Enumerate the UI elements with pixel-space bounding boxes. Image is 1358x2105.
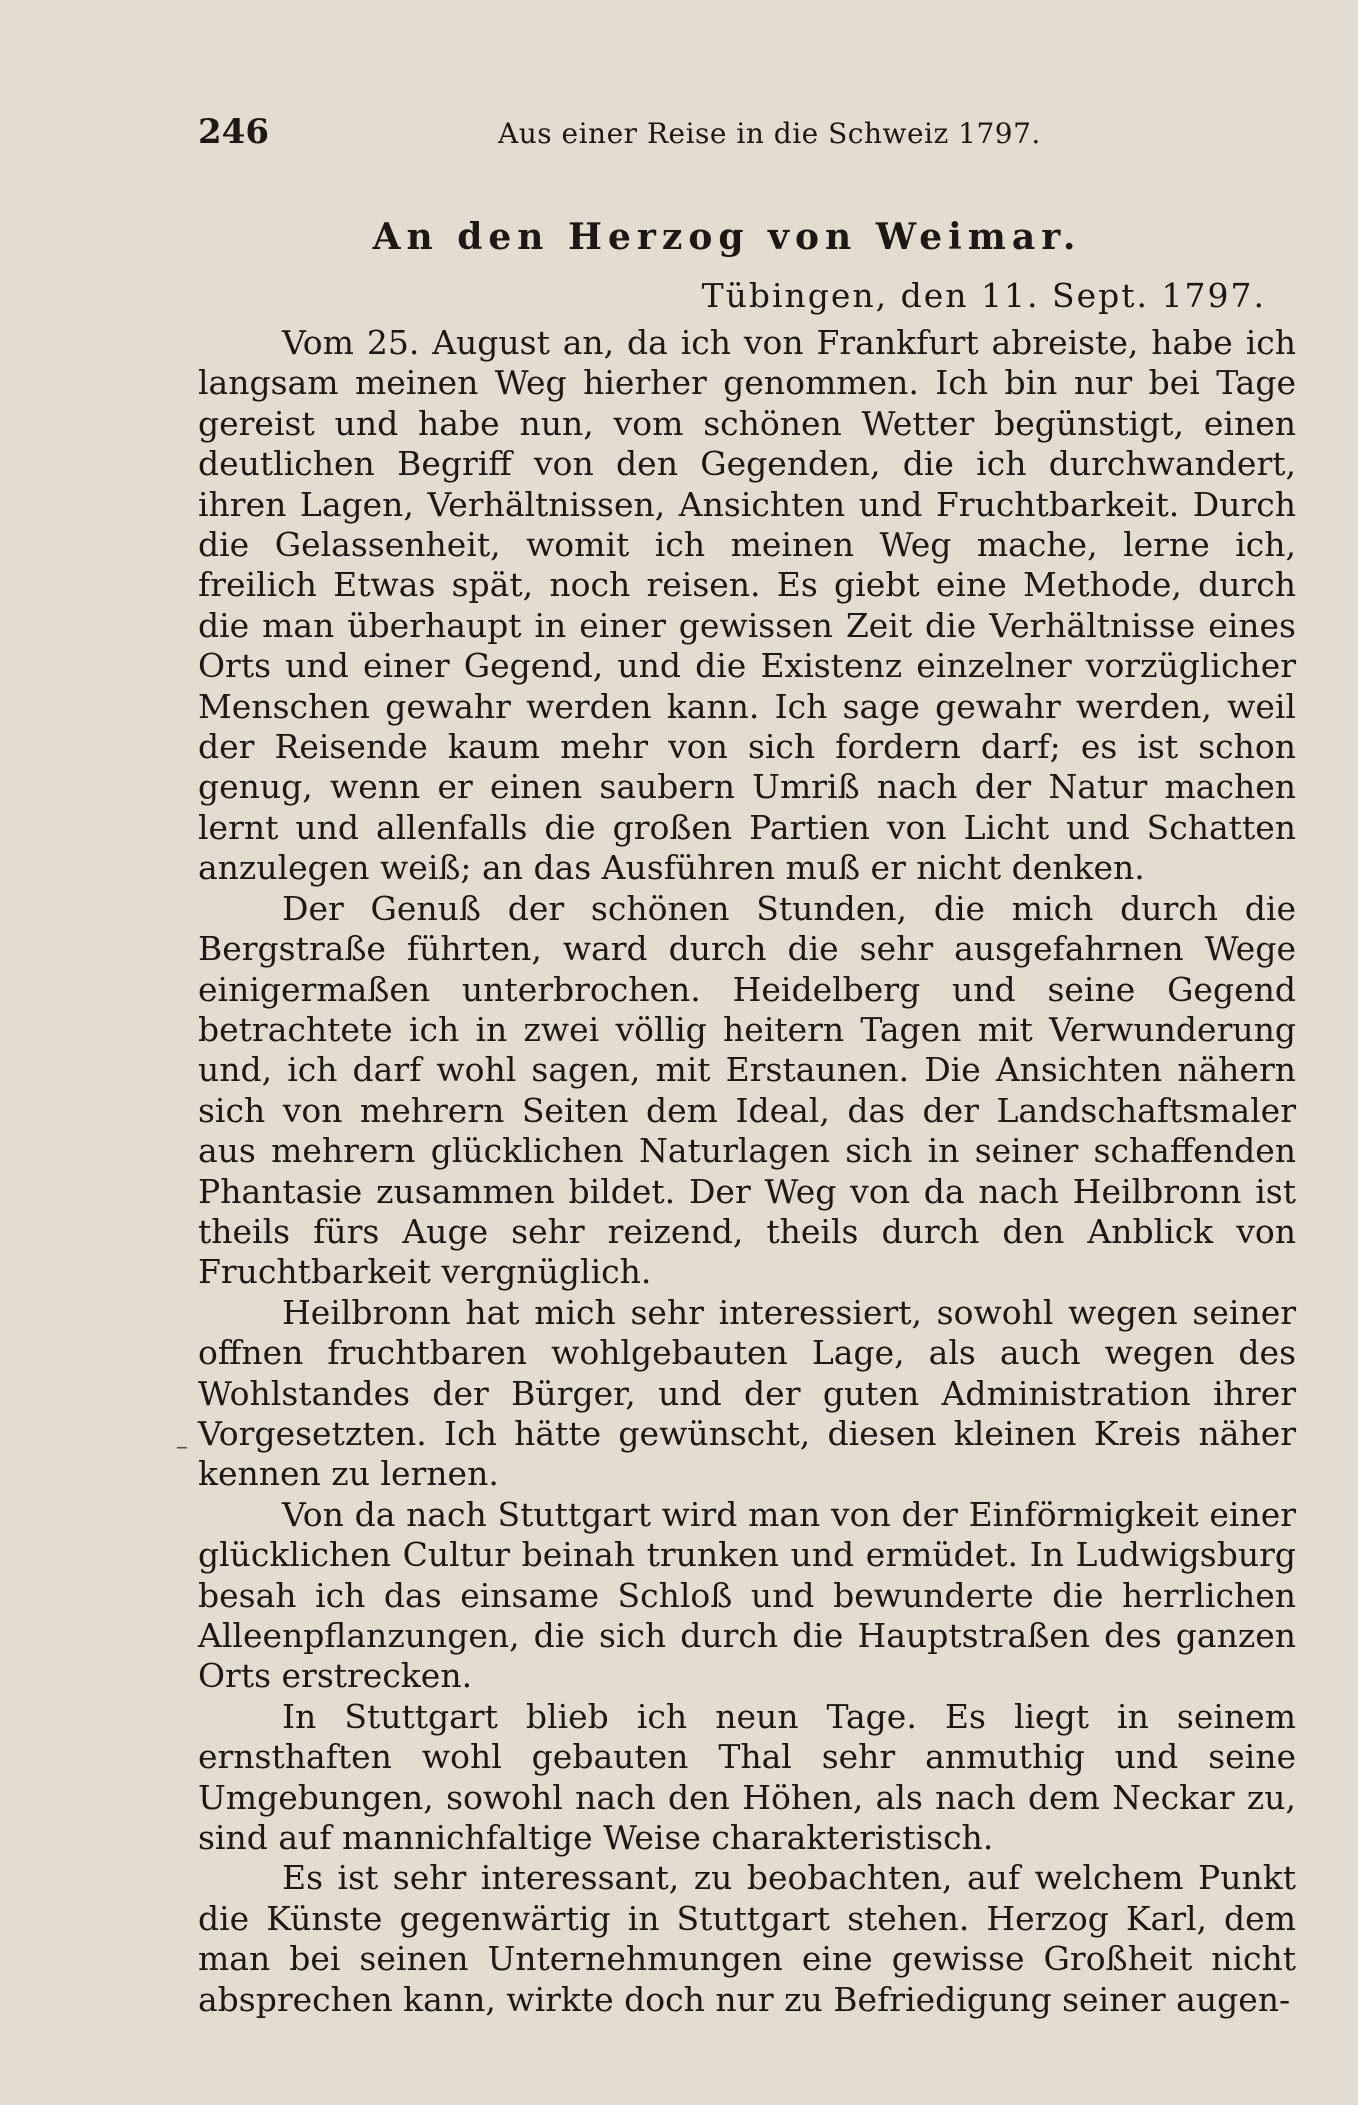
paragraph: Es ist sehr interessant, zu beobachten, auf welchem Punkt die Künste gegenwärtig in Stuttgart stehen. Herzog Karl, dem man bei seinen Unternehmungen eine gewisse Großheit nicht absprechen kann, wirkte doch nur zu Befriedigung seiner augen- (198, 1858, 1296, 2019)
paragraph: In Stuttgart blieb ich neun Tage. Es liegt in seinem ernsthaften wohl gebauten Thal sehr anmuthig und seine Umgebungen, sowohl nach den Höhen, als nach dem Neckar zu, sind auf mannichfaltige Weise charakteristisch. (198, 1696, 1296, 1858)
paragraph: Vom 25. August an, da ich von Frankfurt abreiste, habe ich langsam meinen Weg hierher genommen. Ich bin nur bei Tage gereist und habe nun, vom schönen Wetter begünstigt, einen deutlichen Begriff von den Gegenden, die ich durchwandert, ihren Lagen, Verhältnissen, Ansichten und Fruchtbarkeit. Durch die Gelassenheit, womit ich meinen Weg mache, lerne ich, freilich Etwas spät, noch reisen. Es giebt eine Methode, durch die man überhaupt in einer gewissen Zeit die Verhältnisse eines Orts und einer Gegend, und die Existenz einzelner vorzüglicher Menschen gewahr werden kann. Ich sage gewahr werden, weil der Reisende kaum mehr von sich fordern darf; es ist schon genug, wenn er einen saubern Umriß nach der Natur machen lernt und allenfalls die großen Partien von Licht und Schatten anzulegen weiß; an das Ausführen muß er nicht denken. (198, 323, 1296, 888)
running-title: Aus einer Reise in die Schweiz 1797. (498, 117, 1041, 150)
margin-mark: – (176, 1432, 188, 1460)
body-text (198, 323, 1296, 2020)
paragraph: Heilbronn hat mich sehr interessiert, sowohl wegen seiner offnen fruchtbaren wohlgebauten Lage, als auch wegen des Wohlstandes der Bürger, und der guten Administration ihrer Vorgesetzten. Ich hätte gewünscht, diesen kleinen Kreis näher kennen zu lernen. (198, 1292, 1296, 1494)
paragraph: Von da nach Stuttgart wird man von der Einförmigkeit einer glücklichen Cultur beinah trunken und ermüdet. In Ludwigsburg besah ich das einsame Schloß und bewunderte die herrlichen Alleenpflanzungen, die sich durch die Hauptstraßen des ganzen Orts erstrecken. (198, 1494, 1296, 1696)
letter-heading: An den Herzog von Weimar. (372, 216, 1082, 258)
running-head (198, 112, 1296, 156)
page-number: 246 (198, 112, 269, 152)
paragraph: Der Genuß der schönen Stunden, die mich durch die Bergstraße führten, ward durch die sehr ausgefahrnen Wege einigermaßen unterbrochen. Heidelberg und seine Gegend betrachtete ich in zwei völlig heitern Tagen mit Verwunderung und, ich darf wohl sagen, mit Erstaunen. Die Ansichten nähern sich von mehrern Seiten dem Ideal, das der Landschaftsmaler aus mehrern glücklichen Naturlagen sich in seiner schaffenden Phantasie zusammen bildet. Der Weg von da nach Heilbronn ist theils fürs Auge sehr reizend, theils durch den Anblick von Fruchtbarkeit vergnüglich. (198, 888, 1296, 1292)
dateline: Tübingen, den 11. Sept. 1797. (701, 276, 1266, 315)
